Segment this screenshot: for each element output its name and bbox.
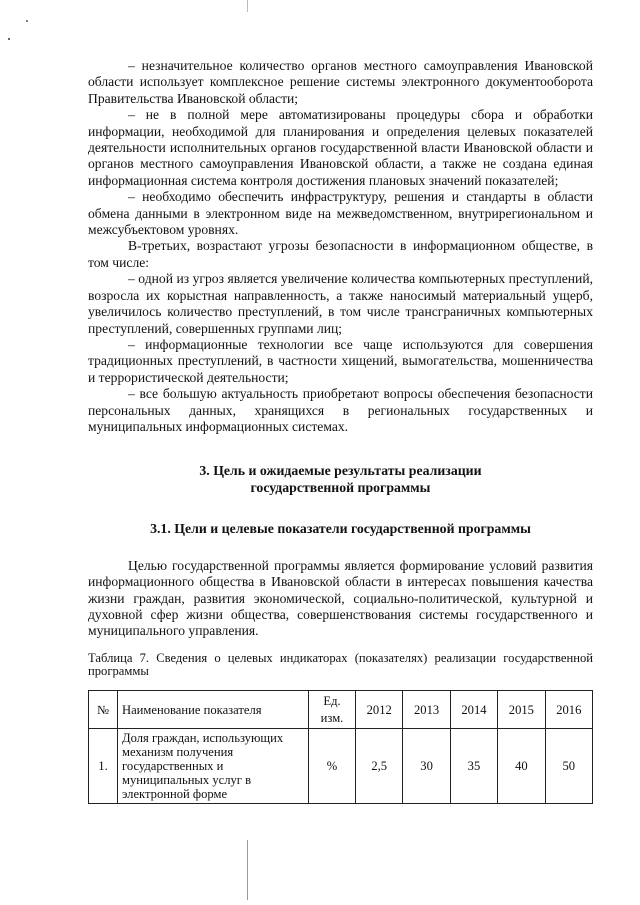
- cell-value: 40: [498, 729, 545, 804]
- header-year: 2013: [403, 691, 450, 729]
- cell-value: 35: [450, 729, 497, 804]
- header-year: 2016: [545, 691, 592, 729]
- section-heading: [88, 463, 593, 496]
- cell-name: Доля граждан, использующих механизм получения государственных и муниципальных услуг в электронной форме: [118, 729, 309, 804]
- cell-value: 2,5: [356, 729, 403, 804]
- cell-unit: %: [309, 729, 356, 804]
- paragraph: – информационные технологии все чаще используются для совершения традиционных преступлений, в частности хищений, вымогательства, мошенничества и террористической деятельности;: [88, 336, 593, 385]
- header-name: Наименование показателя: [118, 691, 309, 729]
- cell-value: 30: [403, 729, 450, 804]
- cell-value: 50: [545, 729, 592, 804]
- paragraph: – необходимо обеспечить инфраструктуру, решения и стандарты в области обмена данными в электронном виде на межведомственном, внутрирегиональном и межсубъектовом уровнях.: [88, 189, 593, 238]
- table-row: [89, 729, 593, 804]
- paragraph: – не в полной мере автоматизированы процедуры сбора и обработки информации, необходимой для планирования и определения целевых показателей деятельности исполнительных органов государственной власти Ивановской области и органов местного самоуправления Ивановской области, а также не создана единая информационная система контроля достижения плановых значений показателей;: [88, 107, 593, 188]
- document-body: [88, 58, 593, 804]
- paragraph: В-третьих, возрастают угрозы безопасности в информационном обществе, в том числе:: [88, 238, 593, 270]
- fold-mark: [247, 840, 248, 900]
- section-heading-line2: государственной программы: [250, 479, 431, 495]
- section-heading-line1: 3. Цель и ожидаемые результаты реализации: [199, 463, 482, 479]
- cell-num: 1.: [89, 729, 118, 804]
- header-year: 2012: [356, 691, 403, 729]
- paragraph: – одной из угроз является увеличение количества компьютерных преступлений, возросла их корыстная направленность, а также наносимый материальный ущерб, увеличилось количество преступлений, в том числе трансграничных компьютерных преступлений, совершенных группами лиц;: [88, 271, 593, 336]
- paragraph: – все большую актуальность приобретают вопросы обеспечения безопасности персональных данных, хранящихся в региональных государственных и муниципальных информационных системах.: [88, 386, 593, 434]
- subsection-heading: 3.1. Цели и целевые показатели государственной программы: [150, 521, 531, 537]
- table-caption: Таблица 7. Сведения о целевых индикаторах (показателях) реализации государственной программы: [88, 650, 593, 678]
- header-year: 2015: [498, 691, 545, 729]
- scan-speck: [8, 38, 10, 40]
- fold-mark: [247, 0, 248, 12]
- indicators-table: [88, 690, 593, 804]
- goal-paragraph: Целью государственной программы является формирование условий развития информационного общества в Ивановской области в интересах повышения качества жизни граждан, развития экономической, социально-политической, культурной и духовной сфер жизни общества, совершенствования системы государственного и муниципального управления.: [88, 557, 593, 639]
- table-header-row: [89, 691, 593, 729]
- header-num: №: [89, 691, 118, 729]
- scan-speck: [26, 20, 28, 22]
- header-unit: Ед. изм.: [309, 691, 356, 729]
- paragraph: – незначительное количество органов местного самоуправления Ивановской области использует комплексное решение системы электронного документооборота Правительства Ивановской области;: [88, 58, 593, 106]
- header-year: 2014: [450, 691, 497, 729]
